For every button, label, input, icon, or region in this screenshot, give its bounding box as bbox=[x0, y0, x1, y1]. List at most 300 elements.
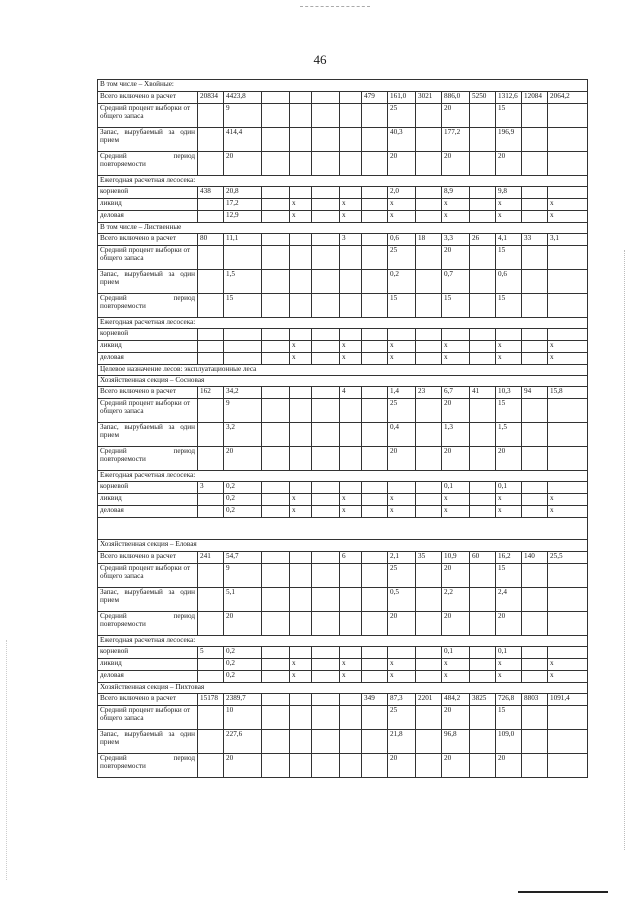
value-cell: х bbox=[442, 671, 470, 683]
row-label: Запас, вырубаемый за один прием bbox=[98, 730, 198, 754]
value-cell bbox=[198, 341, 224, 353]
value-cell bbox=[548, 128, 588, 152]
row-label: Всего включено в расчет bbox=[98, 552, 198, 564]
value-cell: 26 bbox=[470, 234, 496, 246]
value-cell: х bbox=[496, 671, 522, 683]
value-cell: 3 bbox=[198, 482, 224, 494]
value-cell bbox=[262, 659, 290, 671]
value-cell bbox=[312, 694, 340, 706]
table-row bbox=[98, 211, 588, 223]
value-cell bbox=[262, 104, 290, 128]
value-cell: 60 bbox=[470, 552, 496, 564]
value-cell: 414,4 bbox=[224, 128, 262, 152]
value-cell bbox=[388, 329, 416, 341]
value-cell bbox=[522, 612, 548, 636]
value-cell: 2389,7 bbox=[224, 694, 262, 706]
value-cell bbox=[416, 246, 442, 270]
value-cell: х bbox=[548, 341, 588, 353]
value-cell bbox=[198, 506, 224, 518]
value-cell: х bbox=[388, 199, 416, 211]
value-cell bbox=[470, 270, 496, 294]
value-cell bbox=[548, 482, 588, 494]
value-cell: х bbox=[290, 494, 312, 506]
value-cell bbox=[198, 754, 224, 778]
section-title: Ежегодная расчетная лесосека: bbox=[98, 318, 588, 329]
value-cell bbox=[362, 671, 388, 683]
value-cell bbox=[224, 353, 262, 365]
table-row bbox=[98, 353, 588, 365]
row-label: Средний период повторяемости bbox=[98, 152, 198, 176]
value-cell bbox=[262, 588, 290, 612]
value-cell bbox=[262, 234, 290, 246]
row-label: Запас, вырубаемый за один прием bbox=[98, 423, 198, 447]
value-cell bbox=[312, 270, 340, 294]
value-cell: х bbox=[290, 506, 312, 518]
value-cell bbox=[416, 506, 442, 518]
row-label: Средний процент выборки от общего запаса bbox=[98, 246, 198, 270]
value-cell bbox=[312, 588, 340, 612]
value-cell: 15 bbox=[496, 706, 522, 730]
section-title: Ежегодная расчетная лесосека: bbox=[98, 636, 588, 647]
value-cell bbox=[416, 353, 442, 365]
value-cell bbox=[548, 187, 588, 199]
table-row bbox=[98, 706, 588, 730]
value-cell: х bbox=[290, 211, 312, 223]
value-cell bbox=[388, 482, 416, 494]
row-label: деловая bbox=[98, 211, 198, 223]
value-cell bbox=[522, 341, 548, 353]
value-cell bbox=[340, 92, 362, 104]
value-cell bbox=[290, 588, 312, 612]
value-cell bbox=[522, 730, 548, 754]
value-cell: 25 bbox=[388, 399, 416, 423]
value-cell: 20 bbox=[442, 246, 470, 270]
value-cell: 2,4 bbox=[496, 588, 522, 612]
value-cell: 241 bbox=[198, 552, 224, 564]
row-label: деловая bbox=[98, 506, 198, 518]
value-cell: 16,2 bbox=[496, 552, 522, 564]
value-cell bbox=[362, 270, 388, 294]
value-cell bbox=[262, 128, 290, 152]
value-cell: 54,7 bbox=[224, 552, 262, 564]
value-cell bbox=[340, 329, 362, 341]
value-cell: 20 bbox=[224, 152, 262, 176]
value-cell: 94 bbox=[522, 387, 548, 399]
value-cell bbox=[416, 754, 442, 778]
value-cell bbox=[312, 211, 340, 223]
table-row bbox=[98, 588, 588, 612]
value-cell bbox=[362, 494, 388, 506]
value-cell: х bbox=[340, 199, 362, 211]
value-cell bbox=[312, 92, 340, 104]
value-cell: х bbox=[290, 199, 312, 211]
value-cell bbox=[362, 423, 388, 447]
row-label: корневой bbox=[98, 329, 198, 341]
value-cell bbox=[548, 329, 588, 341]
row-label: Средний период повторяемости bbox=[98, 447, 198, 471]
value-cell bbox=[262, 199, 290, 211]
value-cell: 2064,2 bbox=[548, 92, 588, 104]
value-cell: 484,2 bbox=[442, 694, 470, 706]
value-cell: х bbox=[340, 494, 362, 506]
value-cell: 15178 bbox=[198, 694, 224, 706]
value-cell bbox=[362, 612, 388, 636]
value-cell: 2,0 bbox=[388, 187, 416, 199]
value-cell: 4,1 bbox=[496, 234, 522, 246]
value-cell: 9 bbox=[224, 564, 262, 588]
value-cell bbox=[198, 399, 224, 423]
row-label: Средний период повторяемости bbox=[98, 754, 198, 778]
value-cell bbox=[262, 647, 290, 659]
value-cell bbox=[362, 730, 388, 754]
value-cell bbox=[362, 199, 388, 211]
value-cell bbox=[312, 199, 340, 211]
value-cell bbox=[548, 246, 588, 270]
value-cell bbox=[340, 294, 362, 318]
value-cell bbox=[470, 754, 496, 778]
row-label: Средний период повторяемости bbox=[98, 294, 198, 318]
scan-edge-line bbox=[624, 250, 626, 850]
row-label: ликвид bbox=[98, 199, 198, 211]
value-cell bbox=[290, 294, 312, 318]
value-cell bbox=[262, 152, 290, 176]
value-cell bbox=[416, 423, 442, 447]
value-cell: 20,8 bbox=[224, 187, 262, 199]
section-title: Ежегодная расчетная лесосека: bbox=[98, 471, 588, 482]
value-cell bbox=[548, 423, 588, 447]
table-row bbox=[98, 199, 588, 211]
value-cell bbox=[470, 730, 496, 754]
table-row bbox=[98, 423, 588, 447]
value-cell bbox=[312, 294, 340, 318]
value-cell bbox=[388, 647, 416, 659]
table-row bbox=[98, 92, 588, 104]
value-cell bbox=[312, 128, 340, 152]
value-cell: 196,9 bbox=[496, 128, 522, 152]
value-cell: х bbox=[548, 494, 588, 506]
value-cell bbox=[416, 294, 442, 318]
table-row bbox=[98, 341, 588, 353]
value-cell bbox=[362, 588, 388, 612]
value-cell bbox=[198, 199, 224, 211]
value-cell bbox=[312, 423, 340, 447]
value-cell bbox=[416, 152, 442, 176]
value-cell: 1091,4 bbox=[548, 694, 588, 706]
value-cell bbox=[362, 294, 388, 318]
row-label: Запас, вырубаемый за один прием bbox=[98, 270, 198, 294]
value-cell bbox=[290, 552, 312, 564]
value-cell bbox=[522, 128, 548, 152]
value-cell: 1,5 bbox=[224, 270, 262, 294]
value-cell bbox=[470, 187, 496, 199]
value-cell bbox=[312, 341, 340, 353]
value-cell: 0,6 bbox=[496, 270, 522, 294]
value-cell: 0,2 bbox=[224, 506, 262, 518]
value-cell: 10,9 bbox=[442, 552, 470, 564]
row-label: Запас, вырубаемый за один прием bbox=[98, 128, 198, 152]
value-cell bbox=[262, 211, 290, 223]
page-number: 46 bbox=[313, 52, 327, 67]
value-cell bbox=[340, 754, 362, 778]
value-cell bbox=[470, 588, 496, 612]
value-cell: 15 bbox=[496, 294, 522, 318]
value-cell: 349 bbox=[362, 694, 388, 706]
value-cell bbox=[522, 564, 548, 588]
value-cell bbox=[198, 564, 224, 588]
value-cell bbox=[522, 353, 548, 365]
value-cell: 5,1 bbox=[224, 588, 262, 612]
value-cell bbox=[340, 694, 362, 706]
value-cell bbox=[312, 706, 340, 730]
row-label: Всего включено в расчет bbox=[98, 694, 198, 706]
value-cell bbox=[290, 399, 312, 423]
table-row bbox=[98, 659, 588, 671]
table-row bbox=[98, 329, 588, 341]
value-cell bbox=[522, 199, 548, 211]
value-cell bbox=[340, 270, 362, 294]
value-cell: х bbox=[442, 341, 470, 353]
table-row bbox=[98, 399, 588, 423]
value-cell bbox=[262, 706, 290, 730]
value-cell bbox=[522, 494, 548, 506]
value-cell bbox=[416, 341, 442, 353]
value-cell: 0,1 bbox=[442, 647, 470, 659]
value-cell bbox=[522, 754, 548, 778]
value-cell: 20834 bbox=[198, 92, 224, 104]
table-row bbox=[98, 552, 588, 564]
value-cell: 20 bbox=[442, 564, 470, 588]
section-header-row bbox=[98, 376, 588, 387]
value-cell bbox=[548, 730, 588, 754]
value-cell: 438 bbox=[198, 187, 224, 199]
value-cell bbox=[416, 588, 442, 612]
value-cell bbox=[312, 234, 340, 246]
value-cell bbox=[548, 270, 588, 294]
value-cell: 15 bbox=[496, 399, 522, 423]
value-cell bbox=[290, 387, 312, 399]
table-row bbox=[98, 152, 588, 176]
value-cell bbox=[548, 612, 588, 636]
value-cell: х bbox=[496, 341, 522, 353]
value-cell bbox=[416, 730, 442, 754]
section-header-row bbox=[98, 518, 588, 540]
value-cell bbox=[470, 447, 496, 471]
value-cell bbox=[312, 671, 340, 683]
value-cell: 1,5 bbox=[496, 423, 522, 447]
table-row bbox=[98, 482, 588, 494]
section-title: В том числе – Хвойные: bbox=[98, 80, 588, 92]
value-cell: 161,0 bbox=[388, 92, 416, 104]
value-cell: 0,1 bbox=[496, 482, 522, 494]
value-cell: 4423,8 bbox=[224, 92, 262, 104]
value-cell bbox=[362, 506, 388, 518]
value-cell: х bbox=[548, 199, 588, 211]
value-cell: 140 bbox=[522, 552, 548, 564]
section-header-row bbox=[98, 683, 588, 694]
value-cell bbox=[198, 128, 224, 152]
value-cell bbox=[262, 92, 290, 104]
table-row bbox=[98, 730, 588, 754]
value-cell bbox=[198, 353, 224, 365]
value-cell bbox=[416, 211, 442, 223]
value-cell: 15 bbox=[496, 104, 522, 128]
value-cell bbox=[262, 353, 290, 365]
value-cell: 20 bbox=[442, 104, 470, 128]
value-cell bbox=[290, 706, 312, 730]
value-cell bbox=[416, 564, 442, 588]
value-cell: 5 bbox=[198, 647, 224, 659]
value-cell: х bbox=[290, 353, 312, 365]
value-cell: 5250 bbox=[470, 92, 496, 104]
value-cell: 3,1 bbox=[548, 234, 588, 246]
section-header-row bbox=[98, 471, 588, 482]
value-cell bbox=[470, 199, 496, 211]
value-cell: х bbox=[388, 494, 416, 506]
value-cell bbox=[548, 754, 588, 778]
value-cell bbox=[362, 353, 388, 365]
section-header-row bbox=[98, 636, 588, 647]
value-cell bbox=[262, 564, 290, 588]
value-cell: 0,2 bbox=[388, 270, 416, 294]
value-cell bbox=[198, 423, 224, 447]
value-cell: 35 bbox=[416, 552, 442, 564]
value-cell bbox=[262, 341, 290, 353]
row-label: деловая bbox=[98, 353, 198, 365]
table-row bbox=[98, 234, 588, 246]
value-cell: 3,2 bbox=[224, 423, 262, 447]
value-cell bbox=[416, 199, 442, 211]
value-cell: х bbox=[340, 659, 362, 671]
value-cell bbox=[340, 730, 362, 754]
value-cell bbox=[224, 341, 262, 353]
value-cell: 25 bbox=[388, 104, 416, 128]
value-cell bbox=[290, 647, 312, 659]
section-header-row bbox=[98, 365, 588, 376]
value-cell bbox=[312, 494, 340, 506]
value-cell bbox=[290, 92, 312, 104]
value-cell: 87,3 bbox=[388, 694, 416, 706]
row-label: корневой bbox=[98, 482, 198, 494]
section-header-row bbox=[98, 176, 588, 187]
value-cell: 1,4 bbox=[388, 387, 416, 399]
value-cell: 20 bbox=[442, 706, 470, 730]
value-cell bbox=[470, 564, 496, 588]
value-cell bbox=[470, 506, 496, 518]
value-cell bbox=[198, 612, 224, 636]
value-cell bbox=[522, 671, 548, 683]
value-cell bbox=[262, 447, 290, 471]
value-cell bbox=[290, 447, 312, 471]
value-cell: х bbox=[442, 506, 470, 518]
table-row bbox=[98, 754, 588, 778]
value-cell bbox=[522, 187, 548, 199]
row-label: Средний период повторяемости bbox=[98, 612, 198, 636]
value-cell bbox=[290, 270, 312, 294]
value-cell: 3825 bbox=[470, 694, 496, 706]
value-cell: х bbox=[548, 211, 588, 223]
value-cell: 34,2 bbox=[224, 387, 262, 399]
table-row bbox=[98, 506, 588, 518]
value-cell: 6,7 bbox=[442, 387, 470, 399]
value-cell bbox=[340, 482, 362, 494]
value-cell bbox=[522, 506, 548, 518]
value-cell: 15 bbox=[224, 294, 262, 318]
value-cell: 25,5 bbox=[548, 552, 588, 564]
value-cell: 23 bbox=[416, 387, 442, 399]
value-cell bbox=[290, 329, 312, 341]
value-cell: х bbox=[442, 659, 470, 671]
value-cell: 20 bbox=[442, 612, 470, 636]
value-cell bbox=[312, 612, 340, 636]
value-cell: х bbox=[442, 494, 470, 506]
cutting-calculation-table bbox=[97, 79, 588, 778]
value-cell bbox=[522, 211, 548, 223]
row-label: ликвид bbox=[98, 659, 198, 671]
value-cell bbox=[470, 706, 496, 730]
table-row bbox=[98, 612, 588, 636]
value-cell: 20 bbox=[388, 754, 416, 778]
value-cell bbox=[362, 447, 388, 471]
table-row bbox=[98, 564, 588, 588]
value-cell bbox=[198, 294, 224, 318]
value-cell bbox=[340, 128, 362, 152]
value-cell bbox=[340, 152, 362, 176]
value-cell bbox=[198, 659, 224, 671]
value-cell: 21,8 bbox=[388, 730, 416, 754]
value-cell: 25 bbox=[388, 246, 416, 270]
value-cell: х bbox=[340, 506, 362, 518]
value-cell: 1,3 bbox=[442, 423, 470, 447]
value-cell: 4 bbox=[340, 387, 362, 399]
value-cell bbox=[470, 612, 496, 636]
value-cell: 726,8 bbox=[496, 694, 522, 706]
value-cell: 3 bbox=[340, 234, 362, 246]
value-cell bbox=[522, 447, 548, 471]
value-cell bbox=[470, 329, 496, 341]
scan-edge-line-left bbox=[6, 640, 8, 880]
value-cell bbox=[548, 152, 588, 176]
row-label: Всего включено в расчет bbox=[98, 234, 198, 246]
value-cell bbox=[416, 612, 442, 636]
value-cell bbox=[416, 399, 442, 423]
table-row bbox=[98, 104, 588, 128]
value-cell: 15 bbox=[388, 294, 416, 318]
value-cell: 10 bbox=[224, 706, 262, 730]
value-cell: 15 bbox=[496, 246, 522, 270]
value-cell bbox=[340, 187, 362, 199]
value-cell bbox=[198, 329, 224, 341]
value-cell: 17,2 bbox=[224, 199, 262, 211]
value-cell: х bbox=[388, 659, 416, 671]
table-row bbox=[98, 128, 588, 152]
value-cell: х bbox=[388, 671, 416, 683]
value-cell: 0,1 bbox=[496, 647, 522, 659]
value-cell bbox=[362, 341, 388, 353]
value-cell bbox=[522, 104, 548, 128]
value-cell bbox=[470, 341, 496, 353]
value-cell bbox=[522, 152, 548, 176]
table-row bbox=[98, 387, 588, 399]
section-header-row bbox=[98, 223, 588, 234]
value-cell bbox=[548, 104, 588, 128]
value-cell: 20 bbox=[388, 152, 416, 176]
section-header-row bbox=[98, 318, 588, 329]
value-cell: 20 bbox=[496, 447, 522, 471]
value-cell: 0,2 bbox=[224, 659, 262, 671]
value-cell: х bbox=[496, 211, 522, 223]
value-cell: 0,7 bbox=[442, 270, 470, 294]
value-cell: 20 bbox=[442, 754, 470, 778]
